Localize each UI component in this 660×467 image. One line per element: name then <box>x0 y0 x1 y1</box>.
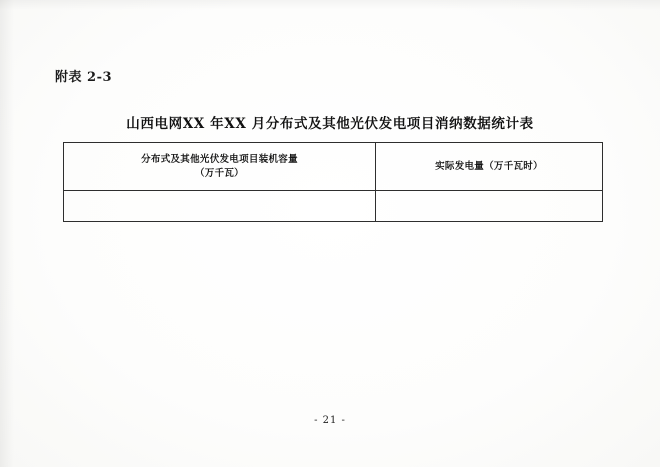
page-number: - 21 - <box>314 415 346 426</box>
table-header-cell-generation <box>376 143 603 191</box>
header-capacity-line2: （万千瓦） <box>194 167 244 179</box>
table-cell-generation-value <box>376 191 603 222</box>
statistics-table <box>63 142 603 222</box>
statistics-table-wrapper <box>63 142 600 222</box>
table-cell-capacity-value <box>64 191 376 222</box>
table-header-cell-capacity <box>64 143 376 191</box>
page-title: 山西电网XX 年XX 月分布式及其他光伏发电项目消纳数据统计表 <box>126 116 534 132</box>
header-capacity-line1: 分布式及其他光伏发电项目装机容量 <box>141 153 298 165</box>
table-row <box>64 191 603 222</box>
table-header-row <box>64 143 603 191</box>
attachment-label: 附表 2-3 <box>55 70 113 85</box>
header-generation-line1: 实际发电量（万千瓦时） <box>435 160 543 172</box>
